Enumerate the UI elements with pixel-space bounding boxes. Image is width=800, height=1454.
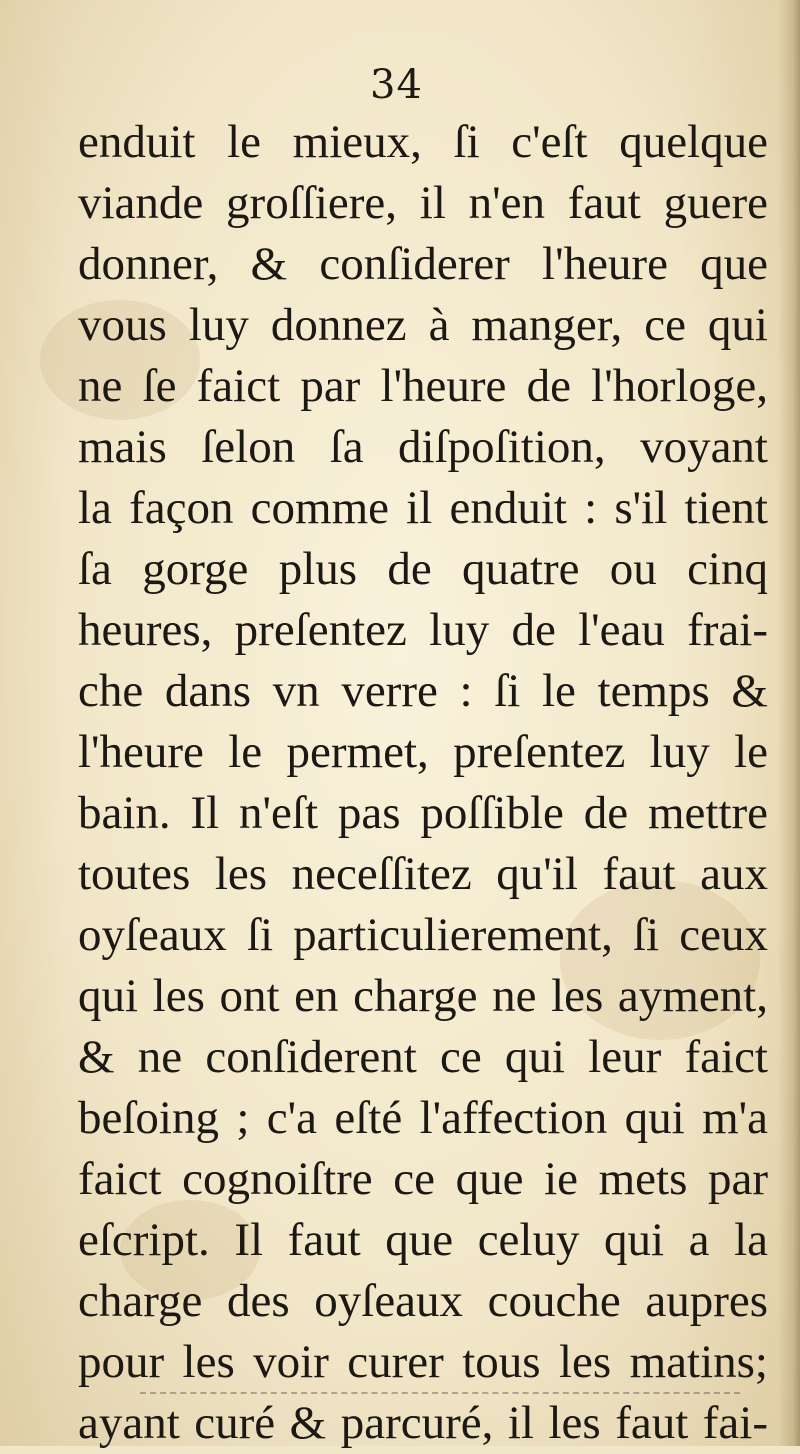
text-line: vous luy donnez à manger, ce qui [78, 299, 768, 351]
text-line: heures, preſentez luy de l'eau frai- [78, 604, 768, 656]
bottom-ornament-rule [140, 1392, 740, 1398]
text-line: viande groſſiere, il n'en faut guere [78, 177, 768, 229]
text-line: donner, & conſiderer l'heure que [78, 238, 768, 290]
text-line: ſa gorge plus de quatre ou cinq [78, 543, 768, 595]
text-line: eſcript. Il faut que celuy qui a la [78, 1214, 768, 1266]
page-number: 34 [370, 62, 423, 108]
body-text [78, 112, 778, 1454]
text-line: ayant curé & parcuré, il les faut fai- [78, 1397, 768, 1449]
text-line: mais ſelon ſa diſpoſition, voyant [78, 421, 768, 473]
text-line: toutes les neceſſitez qu'il faut aux [78, 848, 768, 900]
text-line: bain. Il n'eſt pas poſſible de mettre [78, 787, 768, 839]
text-line: pour les voir curer tous les matins; [78, 1336, 768, 1388]
text-line: faict cognoiſtre ce que ie mets par [78, 1153, 768, 1205]
text-line: la façon comme il enduit : s'il tient [78, 482, 768, 534]
page-edge-shadow [778, 0, 800, 1446]
text-line: charge des oyſeaux couche aupres [78, 1275, 768, 1327]
text-line: enduit le mieux, ſi c'eſt quelque [78, 116, 768, 168]
text-line: beſoing ; c'a eſté l'affection qui m'a [78, 1092, 768, 1144]
text-line: l'heure le permet, preſentez luy le [78, 726, 768, 778]
text-line: che dans vn verre : ſi le temps & [78, 665, 768, 717]
text-line: ne ſe faict par l'heure de l'horloge, [78, 360, 768, 412]
text-line: & ne conſiderent ce qui leur faict [78, 1031, 768, 1083]
text-line: oyſeaux ſi particulierement, ſi ceux [78, 909, 768, 961]
text-line: qui les ont en charge ne les ayment, [78, 970, 768, 1022]
